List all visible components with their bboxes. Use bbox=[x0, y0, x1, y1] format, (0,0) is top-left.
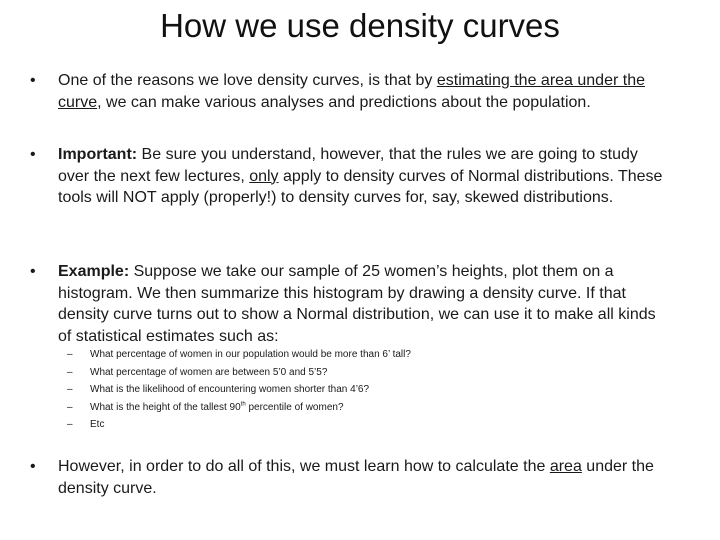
sub-item-text-3: What is the likelihood of encountering women shorter than 4’6? bbox=[90, 384, 370, 395]
item-2-text-post: apply to density curves of Normal distributions. These tools will NOT apply (properly!) to density curves for, say, skewed distributions. bbox=[58, 167, 663, 206]
item-3-label: Example: bbox=[58, 263, 130, 280]
sub-item-4-post: percentile of women? bbox=[245, 401, 344, 413]
dash-marker: – bbox=[67, 384, 73, 395]
sub-item-text-5: Etc bbox=[90, 419, 105, 430]
bullet-marker: • bbox=[30, 458, 36, 475]
dash-marker: – bbox=[67, 366, 73, 378]
bullet-text-3 bbox=[58, 261, 670, 347]
sub-item-text-1: What percentage of women in our population would be more than 6’ tall? bbox=[90, 349, 411, 360]
bullet-marker: • bbox=[30, 72, 36, 89]
sub-item-4-pre: What is the height of the tallest 90 bbox=[90, 401, 241, 413]
slide-title: How we use density curves bbox=[160, 7, 560, 44]
sub-item-4 bbox=[58, 399, 618, 417]
item-1-underlined: estimating the area under the curve bbox=[58, 72, 645, 111]
dash-marker: – bbox=[67, 419, 73, 430]
item-3-text: Suppose we take our sample of 25 women’s heights, plot them on a histogram. We then summarize this histogram by drawing a density curve. If that density curve turns out to show a Normal distribution, we can use it to make all kinds of statistical estimates such as: bbox=[58, 263, 656, 345]
sub-item-text-4 bbox=[90, 399, 344, 417]
bullet-marker: • bbox=[30, 146, 36, 163]
dash-marker: – bbox=[67, 349, 73, 360]
bullet-marker: • bbox=[30, 263, 36, 280]
item-1-text-post: , we can make various analyses and predictions about the population. bbox=[97, 93, 591, 111]
sub-item-2 bbox=[58, 364, 618, 382]
sub-item-text-2: What percentage of women are between 5’0 and 5’5? bbox=[90, 366, 328, 378]
item-2-text-pre: Be sure you understand, however, that the rules we are going to study over the next few lectures, bbox=[58, 146, 638, 185]
item-2-underlined: only bbox=[249, 167, 279, 185]
sub-item-3 bbox=[58, 381, 618, 399]
bullet-text-1 bbox=[58, 70, 670, 113]
bullet-text-2 bbox=[58, 144, 670, 209]
sub-item-5 bbox=[58, 416, 618, 434]
item-4-underlined: area bbox=[549, 458, 582, 475]
item-1-text-pre: One of the reasons we love density curves, is that by bbox=[58, 72, 437, 89]
item-4-text-pre: However, in order to do all of this, we must learn how to calculate the bbox=[58, 458, 550, 475]
item-2-label: Important: bbox=[58, 146, 138, 163]
item-4-text-post: under the density curve. bbox=[58, 458, 654, 497]
sub-item-1 bbox=[58, 346, 618, 364]
bullet-text-4 bbox=[58, 456, 670, 499]
sub-item-4-sup: th bbox=[240, 401, 246, 408]
sub-list bbox=[58, 346, 618, 434]
dash-marker: – bbox=[67, 401, 73, 413]
